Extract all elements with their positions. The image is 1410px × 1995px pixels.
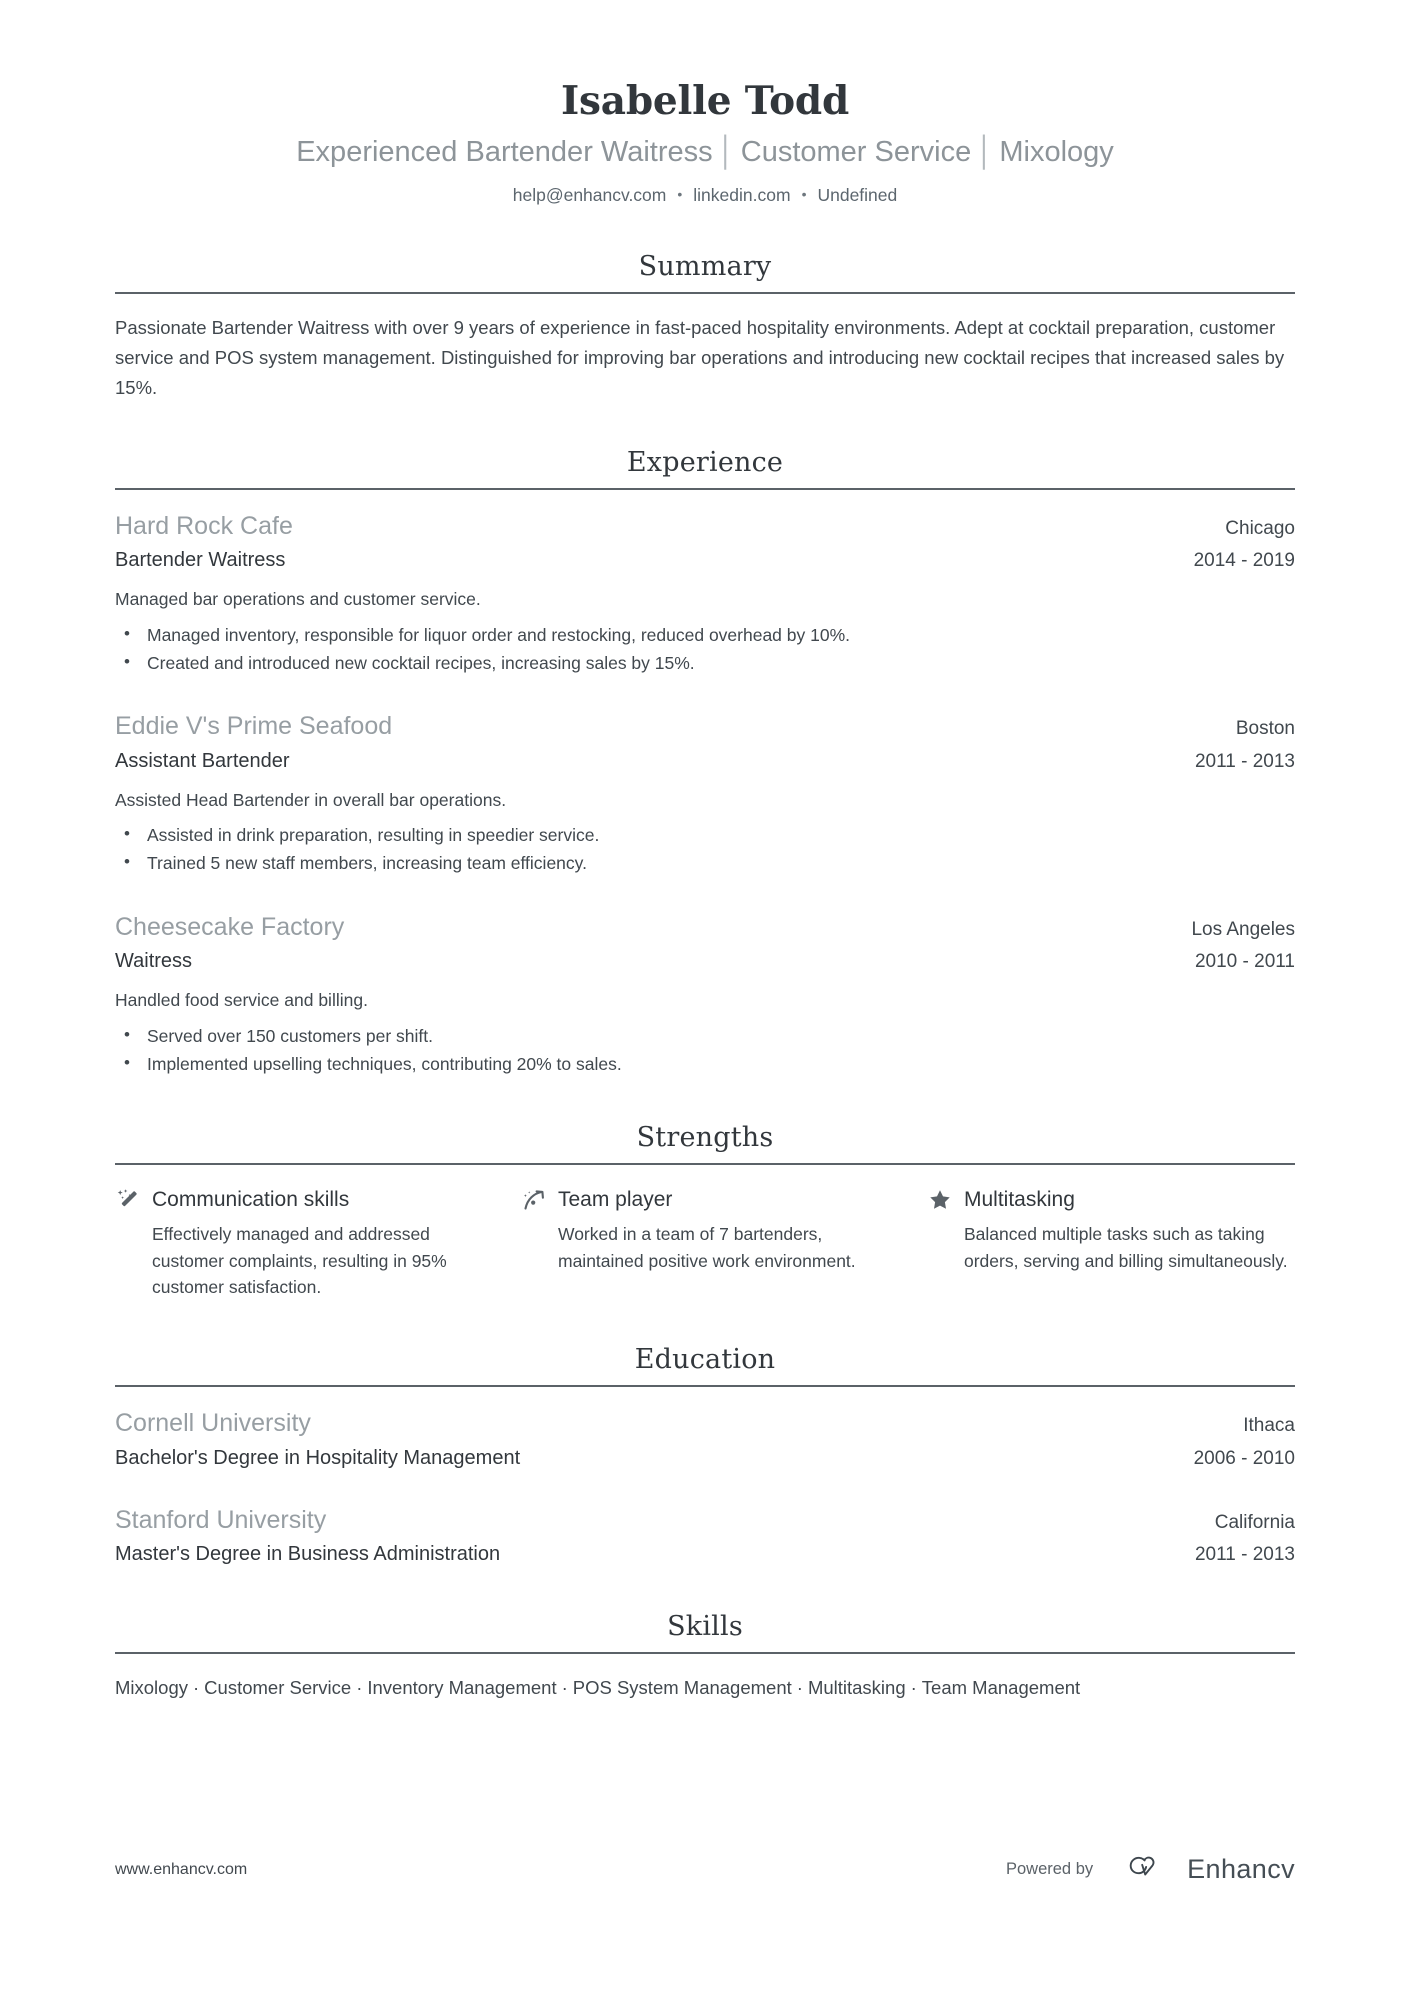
entry-organization: Cornell University [115,1409,311,1438]
section-title-skills: Skills [667,1611,743,1643]
entry-subheader-row [115,1541,1295,1567]
section-strengths [115,1122,1295,1300]
entry-subheader-row [115,948,1295,974]
entry-organization: Eddie V's Prime Seafood [115,712,393,741]
entry-role: Waitress [115,950,193,973]
skill-separator: · [356,1677,363,1699]
headline-divider-icon: │ [976,136,995,169]
entry-dates: 2011 - 2013 [1194,750,1295,772]
strength-item [115,1187,521,1300]
strength-description: Balanced multiple tasks such as taking orders, serving and billing simultaneously. [964,1224,1288,1271]
entry-subheader-row [115,748,1295,774]
entry-description: Assisted Head Bartender in overall bar operations. [115,789,507,810]
strength-name: Multitasking [964,1188,1075,1212]
contact-separator-dot-icon: • [801,186,807,203]
entry-dates: 2011 - 2013 [1194,1544,1295,1566]
entry-location: Boston [1235,718,1295,740]
star-icon [927,1187,953,1213]
shooting-arrow-icon [521,1187,547,1213]
headline-part-0: Experienced Bartender Waitress [296,136,713,169]
strength-name: Communication skills [152,1188,350,1212]
section-title-experience: Experience [626,446,784,478]
skill-item: POS System Management [572,1677,792,1699]
entry-dates: 2010 - 2011 [1194,951,1295,973]
entry-organization: Hard Rock Cafe [115,511,293,540]
section-title-strengths: Strengths [636,1122,774,1154]
entry-bullet: • Trained 5 new staff members, increasing team efficiency. [115,849,1295,877]
strength-item [927,1187,1295,1300]
footer-brand-block [1006,1852,1295,1887]
education-entry [115,1387,1295,1471]
skill-separator: · [796,1677,803,1699]
enhancv-wordmark: Enhancv [1187,1854,1295,1884]
skill-item: Mixology [115,1677,188,1699]
entry-description: Handled food service and billing. [115,990,368,1011]
candidate-headline [115,134,1295,170]
entry-organization: Stanford University [115,1505,327,1534]
entry-degree: Bachelor's Degree in Hospitality Management [115,1446,521,1469]
entry-header-row [115,510,1295,543]
entry-bullet: • Implemented upselling techniques, contributing 20% to sales. [115,1050,1295,1078]
skills-list [115,1654,1295,1703]
entry-bullet-list [115,821,1295,878]
education-entry [115,1471,1295,1568]
section-experience [115,447,1295,1078]
entry-header-row [115,911,1295,944]
skill-separator: · [193,1677,200,1699]
experience-entry [115,677,1295,877]
skill-item: Inventory Management [367,1677,557,1699]
entry-bullet: • Served over 150 customers per shift. [115,1022,1295,1050]
entry-header-row [115,1407,1295,1440]
enhancv-brand-lockup [1119,1852,1295,1887]
experience-entry [115,878,1295,1078]
experience-entry [115,490,1295,677]
skill-separator: · [561,1677,568,1699]
strength-header [521,1187,889,1213]
headline-part-2: Mixology [999,136,1114,169]
section-title-education: Education [634,1344,776,1376]
headline-divider-icon: │ [717,136,736,169]
magic-wand-icon [115,1187,141,1213]
contact-linkedin[interactable]: linkedin.com [693,185,791,206]
entry-location: Ithaca [1243,1415,1295,1437]
contact-location: Undefined [817,185,898,206]
section-title-summary: Summary [638,251,772,283]
entry-role: Bartender Waitress [115,549,286,572]
entry-bullet: • Created and introduced new cocktail recipes, increasing sales by 15%. [115,649,1295,677]
entry-bullet: • Assisted in drink preparation, resulting in speedier service. [115,821,1295,849]
entry-degree: Master's Degree in Business Administration [115,1543,501,1566]
entry-location: California [1214,1511,1295,1533]
headline-part-1: Customer Service [740,136,972,169]
skill-item: Team Management [921,1677,1081,1699]
contact-separator-dot-icon: • [677,186,683,203]
skill-item: Customer Service [204,1677,352,1699]
entry-header-row [115,1504,1295,1537]
entry-bullet-list [115,1022,1295,1079]
summary-text: Passionate Bartender Waitress with over 9 years of experience in fast-paced hospitality environments. Adept at cocktail preparation, customer service and POS system management. Distinguished for improving bar operations and introducing new cocktail recipes that increased sales by 15%. [115,317,1285,398]
strength-header [115,1187,483,1213]
contact-line [115,184,1295,207]
entry-bullet-list [115,621,1295,678]
entry-location: Chicago [1225,517,1295,539]
entry-dates: 2006 - 2010 [1193,1447,1295,1469]
strength-description: Effectively managed and addressed customer complaints, resulting in 95% customer satisfaction. [152,1224,447,1297]
section-skills [115,1611,1295,1703]
contact-email[interactable]: help@enhancv.com [512,185,667,206]
entry-description: Managed bar operations and customer service. [115,589,481,610]
candidate-name: Isabelle Todd [560,78,850,124]
entry-organization: Cheesecake Factory [115,912,345,941]
entry-dates: 2014 - 2019 [1193,550,1295,572]
entry-bullet: • Managed inventory, responsible for liquor order and restocking, reduced overhead by 10%. [115,621,1295,649]
enhancv-logo-icon [1119,1852,1175,1887]
section-summary [115,251,1295,403]
strengths-grid [115,1165,1295,1300]
strength-name: Team player [558,1188,673,1212]
resume-header [115,78,1295,207]
strength-item [521,1187,927,1300]
entry-role: Assistant Bartender [115,749,290,772]
entry-subheader-row [115,547,1295,573]
footer-website[interactable]: www.enhancv.com [115,1860,248,1878]
powered-by-label: Powered by [1005,1860,1094,1878]
strength-description: Worked in a team of 7 bartenders, maintained positive work environment. [558,1224,856,1271]
section-education [115,1344,1295,1567]
strength-header [927,1187,1295,1213]
skill-item: Multitasking [807,1677,906,1699]
skill-separator: · [910,1677,917,1699]
page-footer [115,1852,1295,1887]
entry-header-row [115,710,1295,743]
entry-location: Los Angeles [1191,918,1295,940]
entry-subheader-row [115,1445,1295,1471]
